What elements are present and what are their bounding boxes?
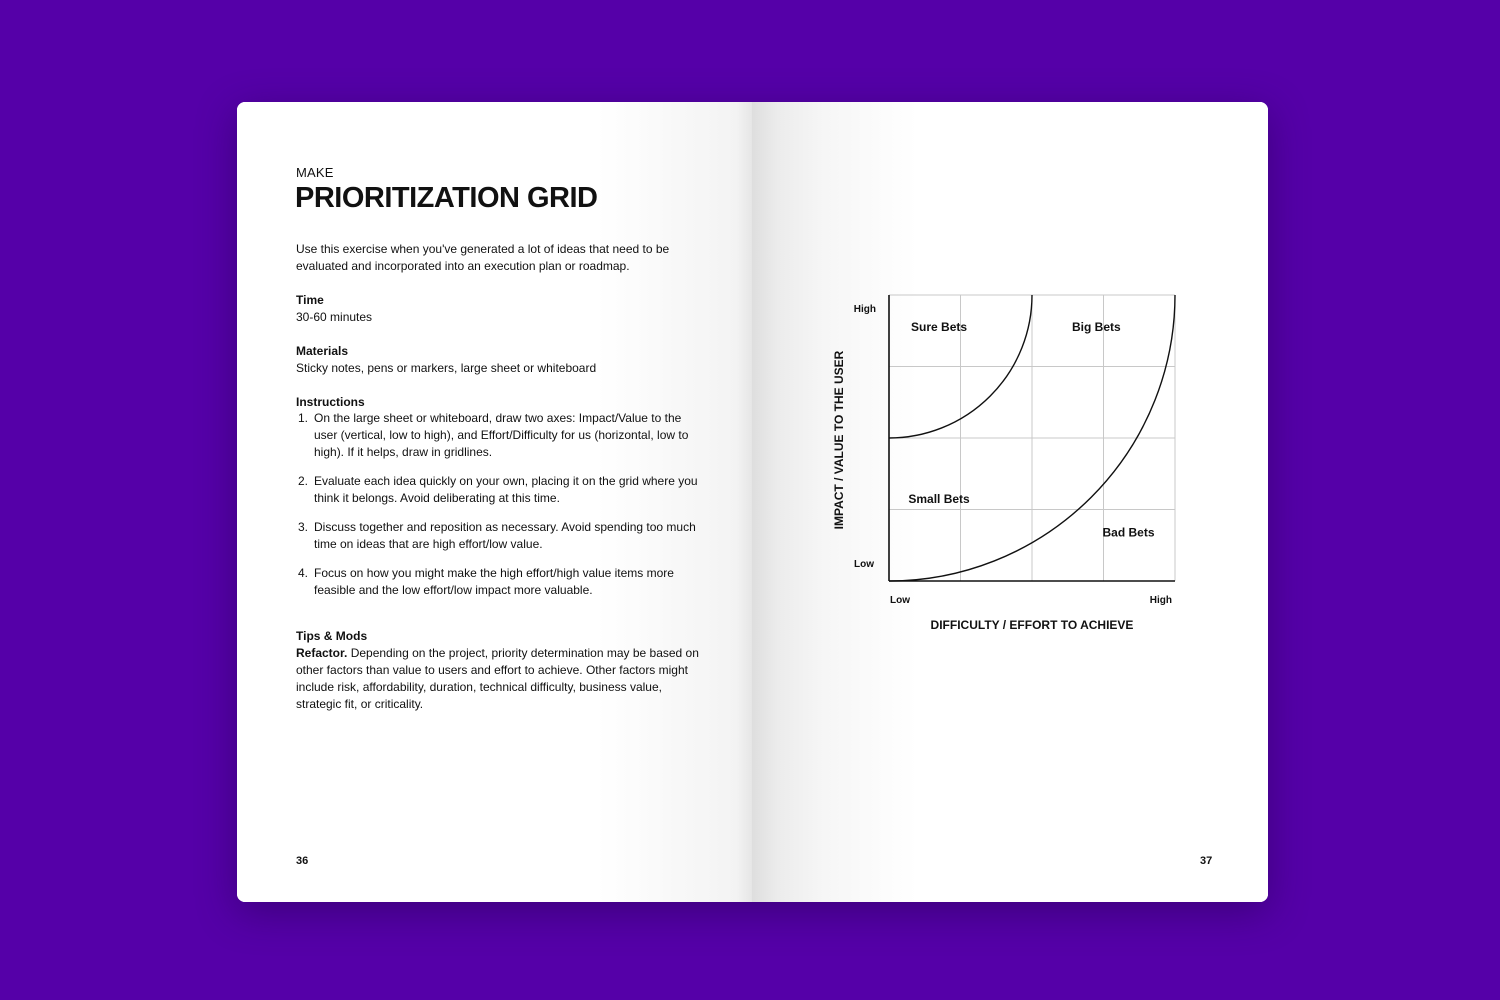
y-tick-label: High [853,304,876,315]
step-text: Focus on how you might make the high effort/high value items more feasible and the low effort/low impact more valuable. [314,566,674,597]
instructions-list [296,410,706,611]
left-page [237,102,752,902]
instruction-step [296,473,706,507]
instruction-step [296,519,706,553]
step-number: 4. [298,566,309,580]
refactor-text: Depending on the project, priority determination may be based on other factors than value to users and effort to achieve. Other factors might include risk, affordability, duration, technical difficulty, business value, strategic fit, or criticality. [296,646,699,711]
y-tick-label: Low [854,559,874,570]
intro-paragraph: Use this exercise when you've generated a lot of ideas that need to be evaluated and incorporated into an execution plan or roadmap. [296,242,670,273]
refactor-paragraph [296,645,706,713]
page-number-left: 36 [296,855,309,867]
materials-heading: Materials [296,344,349,358]
region-label: Big Bets [1072,320,1121,335]
materials-value: Sticky notes, pens or markers, large sheet or whiteboard [296,361,597,375]
instruction-step [296,565,706,599]
step-text: On the large sheet or whiteboard, draw two axes: Impact/Value to the user (vertical, low to high), and Effort/Difficulty for us (horizontal, low to high). If it helps, draw in gridlines. [314,411,689,459]
right-page [752,102,1268,902]
x-tick-label: High [1149,595,1172,606]
prioritization-chart [752,102,1268,902]
step-number: 3. [298,520,309,534]
time-heading: Time [296,293,324,307]
step-number: 1. [298,411,309,425]
page-number-right: 37 [1200,855,1213,867]
refactor-label: Refactor. [296,646,348,660]
region-label: Bad Bets [1102,525,1155,540]
step-text: Evaluate each idea quickly on your own, placing it on the grid where you think it belongs. Avoid deliberating at this time. [314,474,698,505]
instructions-heading: Instructions [296,395,365,409]
x-axis-title: DIFFICULTY / EFFORT TO ACHIEVE [930,618,1134,632]
page-title: PRIORITIZATION GRID [295,182,598,214]
region-label: Small Bets [908,491,970,506]
x-tick-label: Low [890,595,910,606]
tips-heading: Tips & Mods [296,629,368,643]
instruction-step [296,410,706,461]
step-text: Discuss together and reposition as necessary. Avoid spending too much time on ideas that are high effort/low value. [314,520,696,551]
step-number: 2. [298,474,309,488]
open-book [237,102,1268,902]
time-value: 30-60 minutes [296,310,373,324]
section-eyebrow: MAKE [296,165,334,180]
region-label: Sure Bets [911,320,968,335]
y-axis-title: IMPACT / VALUE TO THE USER [832,350,846,530]
chart-svg [752,102,1268,902]
